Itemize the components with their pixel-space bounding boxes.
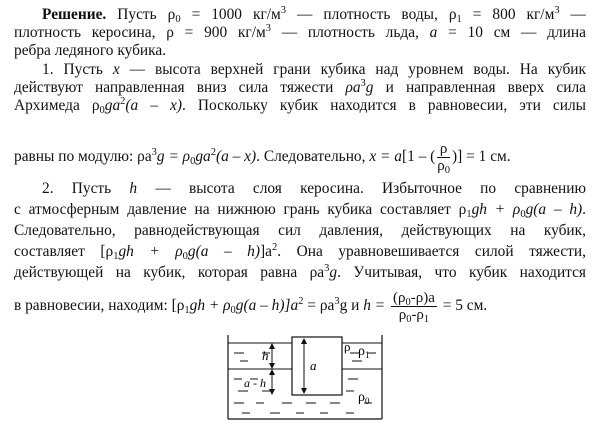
h-label: h	[262, 348, 269, 363]
text-line: Следовательно, равнодействующая сил давления, действующих на кубик,	[14, 222, 586, 239]
text-line: 2. Пусть h — высота слоя керосина. Избыточное по сравнению	[42, 180, 586, 197]
a-minus-h-arrow-down	[269, 389, 275, 395]
a-label: a	[310, 358, 317, 373]
height-fraction: $\frac{(\rho_0-\rho)a}{\rho_0-\rho_1}$	[393, 289, 435, 325]
density-ratio-fraction: $\frac{\rho}{\rho_0}$	[437, 140, 451, 176]
ice-cube	[292, 337, 342, 395]
text-line: действующей на кубик, которая равна $\rho a^3g$. Учитывая, что кубик находится	[14, 263, 587, 281]
rho0-label: $\rho_0$	[358, 390, 370, 406]
part2-result-line	[14, 286, 586, 326]
text-line: равны по модулю: $\rho a^3g = \rho_0ga^2(a - x)$. Следовательно, x = a[1 – ( $\frac{\rho}{\rho_0}$ )] = 1 см.	[14, 140, 511, 176]
a-minus-h-label: a - h	[244, 376, 266, 390]
text-line: ребра ледяного кубика.	[14, 42, 167, 59]
h-arrow-up	[269, 343, 275, 349]
a-minus-h-arrow-up	[269, 369, 275, 375]
h-arrow-down	[269, 363, 275, 369]
text-line: в равновесии, находим: $[\rho_1gh + \rho_0g(a - h)]a^2 = \rho a^3g$ и h = $\frac{(\rho_0-\rho)a}{\rho_0-\rho_1}$ = 5 см.	[14, 289, 488, 325]
solution-heading: Решение.	[42, 6, 107, 23]
text-line: Архимеда $\rho_0ga^2(a - x)$. Поскольку кубик находится в равновесии, эти силы	[14, 96, 586, 116]
givens-paragraph	[14, 6, 586, 60]
part1-paragraph	[14, 61, 586, 115]
text-line: 1. Пусть x — высота верхней грани кубика над уровнем воды. На кубик	[42, 61, 587, 78]
text-line: плотность керосина, ρ = 900 $кг/м^3$ — плотность льда, a = 10 см — длина	[14, 23, 586, 41]
rho1-label: $\rho_1$	[358, 344, 370, 360]
text-line: с атмосферным давление на нижнюю грань кубика составляет $\rho_1gh + \rho_0g(a - h)$.	[14, 201, 587, 220]
kerosene-water-ice-diagram	[222, 331, 388, 423]
text-line: составляет $[\rho_1gh + \rho_0g(a - h)]a^2$. Она уравновешивается силой тяжести,	[14, 242, 586, 262]
text-line: Решение. Пусть $\rho_0 = 1000$ $кг/м^3$ — плотность воды, $\rho_1 = 800$ $кг/м^3$ —	[42, 5, 586, 25]
part2-paragraph	[14, 180, 586, 282]
part1-result-line	[14, 140, 586, 174]
text-line: действуют направленная вниз сила тяжести $\rho a^3g$ и направленная вверх сила	[14, 78, 586, 96]
rho-ice-label: ρ	[344, 339, 351, 354]
